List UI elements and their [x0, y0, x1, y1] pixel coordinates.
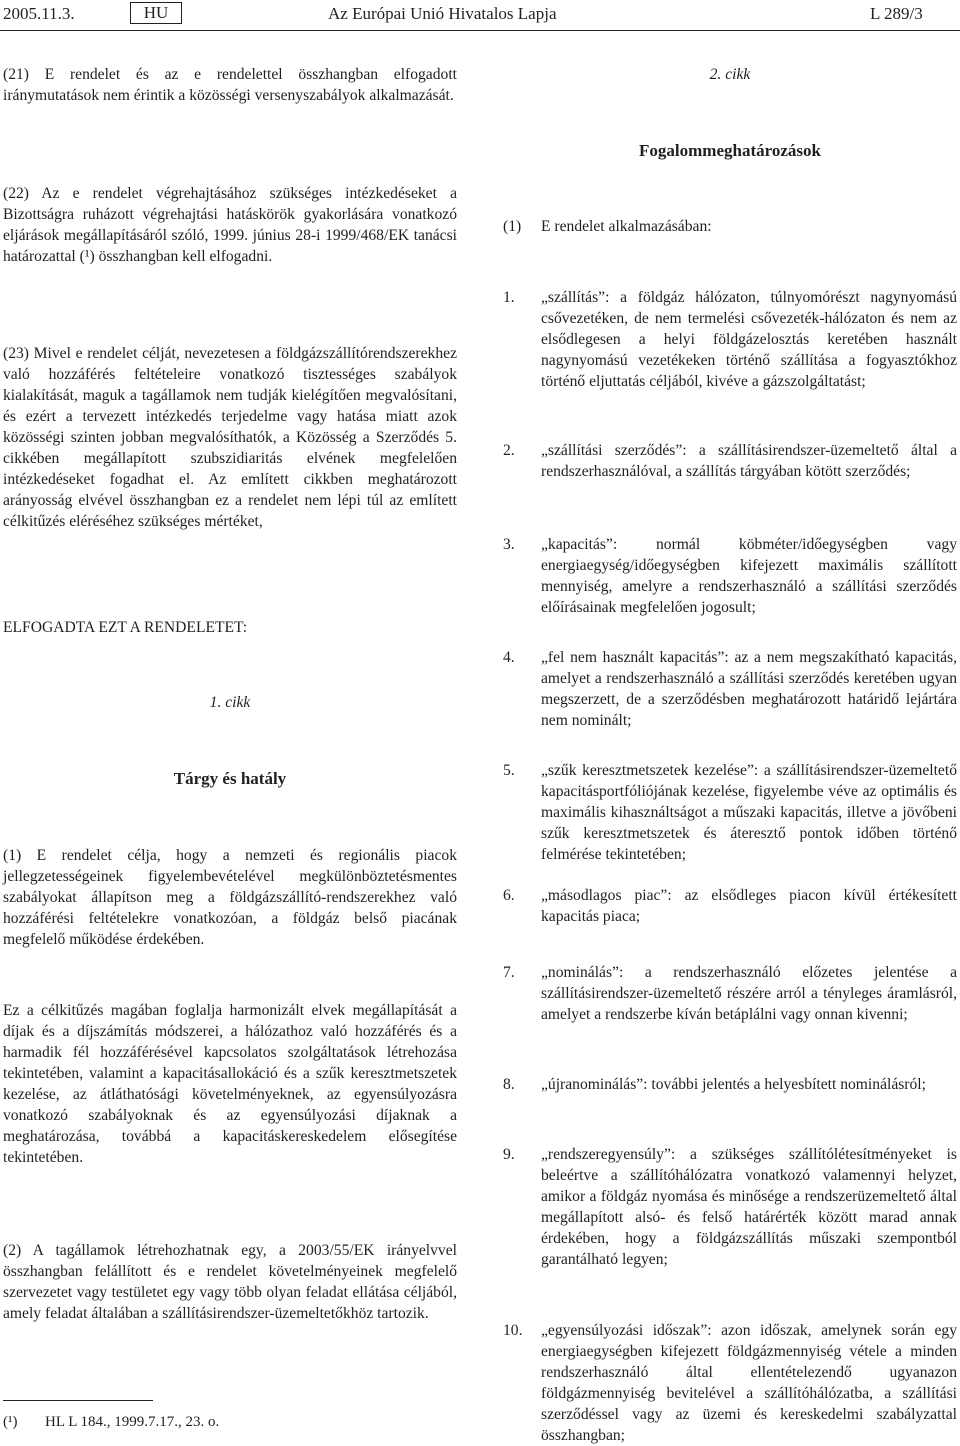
- header-date: 2005.11.3.: [3, 4, 75, 23]
- definition-number: 8.: [503, 1076, 515, 1093]
- definition-text: „másodlagos piac”: az elsődleges piacon kívül értékesített kapacitás piaca;: [541, 887, 957, 925]
- article-1-paragraph-2: (2) A tagállamok létrehozhatnak egy, a 2003/55/EK irányelvvel összhangban felállított és e rendelet követelményeinek megfelelő szervezetet vagy testületet egy vagy több olyan feladat ellátása céljából, amely feladat általában a szállításirendszer-üzemeltetőkhöz tartozik.: [3, 1242, 457, 1322]
- definition-item: [503, 885, 957, 927]
- definition-number: 1.: [503, 289, 515, 306]
- journal-title: Az Európai Unió Hivatalos Lapja: [328, 4, 557, 23]
- article-2-title: Fogalommeghatározások: [639, 141, 821, 160]
- definition-number: 4.: [503, 649, 515, 666]
- definition-item: [503, 440, 957, 482]
- definition-number: 3.: [503, 536, 515, 553]
- article-2-label: 2. cikk: [709, 66, 751, 83]
- definition-text: „szállítási szerződés”: a szállításirendszer-üzemeltető által a rendszerhasználóval, a szállítás tárgyában kötött szerződés;: [541, 442, 957, 480]
- definition-text: „kapacitás”: normál köbméter/időegységben vagy energiaegység/időegységben kifejezett maximális szállított mennyiség, amelyre a rendszerhasználó a szállítási szerződés előírásainak megfelelően jogosult;: [541, 536, 957, 616]
- language-box: HU: [130, 2, 182, 24]
- adopted-statement: ELFOGADTA EZT A RENDELETET:: [3, 619, 248, 636]
- header-divider: [0, 30, 960, 31]
- definition-item: [503, 760, 957, 865]
- definition-item: [503, 534, 957, 618]
- footnote-text: HL L 184., 1999.7.17., 23. o.: [45, 1414, 220, 1430]
- intro-text: E rendelet alkalmazásában:: [541, 218, 712, 235]
- footnote: [3, 1412, 219, 1432]
- page-number: L 289/3: [870, 4, 923, 23]
- article-2-intro: [503, 216, 957, 237]
- recital-22: (22) Az e rendelet végrehajtásához szükséges intézkedéseket a Bizottságra ruházott végrehajtási hatáskörök gyakorlására vonatkozó eljárások megállapításáról szóló, 1999. június 28-i 1999/468/EK tanácsi határozattal (¹) összhangban kell elfogadni.: [3, 185, 457, 265]
- intro-number: (1): [503, 218, 522, 235]
- article-1-paragraph-1-cont: Ez a célkitűzés magában foglalja harmonizált elvek megállapítását a díjak és a díjszámítás módszerei, a hálózathoz való hozzáférés és a harmadik fél hozzáférésével kapcsolatos szolgáltatások létrehozása tekintetében, valamint a kapacitásallokáció és a szűk keresztmetszetek kezelése, az átláthatósági követelményeknek, az egyensúlyozásra vonatkozó szabályoknak és az egyensúlyozási díjaknak a meghatározása, továbbá a kapacitáskereskedelem elősegítése tekintetében.: [3, 1002, 457, 1166]
- footnote-divider: [3, 1400, 153, 1401]
- definition-text: „nominálás”: a rendszerhasználó előzetes jelentése a szállításirendszer-üzemeltető részére arról a tényleges áramlásról, amelyet a rendszerbe kíván betáplálni vagy onnan kivenni;: [541, 964, 957, 1023]
- article-1-label: 1. cikk: [209, 694, 251, 711]
- definition-item: [503, 962, 957, 1025]
- recital-23: (23) Mivel e rendelet célját, nevezetesen a földgázszállítórendszerekhez való hozzáférés feltételeire vonatkozó tisztességes szabályok kialakítását, maguk a tagállamok nem tudják kielégítően megvalósítani, és ezért a tervezett intézkedés terjedelme vagy hatása miatt azok közösségi szinten jobban megvalósíthatók, a Közösség a Szerződés 5. cikkében megállapított szubszidiaritás elvének megfelelően intézkedéseket fogadhat el. Az említett cikkben meghatározott arányosság elvével összhangban ez a rendelet nem lépi túl az említett célkitűzés eléréséhez szükséges mértéket,: [3, 345, 457, 530]
- definition-item: [503, 1144, 957, 1270]
- definition-text: „szűk keresztmetszetek kezelése”: a szállításirendszer-üzemeltető kapacitásportfóliójának kezelése, figyelembe véve az optimális és maximális kihasználtságot a műszaki kapacitás, illetve a jövőbeni szűk keresztmetszetek és áteresztő pontok időben történő felmérése tekintetében;: [541, 762, 957, 863]
- definition-number: 2.: [503, 442, 515, 459]
- definition-number: 10.: [503, 1322, 523, 1339]
- definition-number: 7.: [503, 964, 515, 981]
- definition-item: [503, 287, 957, 392]
- definition-number: 6.: [503, 887, 515, 904]
- recital-21: (21) E rendelet és az e rendelettel összhangban elfogadott iránymutatások nem érintik a közösségi versenyszabályok alkalmazását.: [3, 66, 457, 104]
- definition-text: „rendszeregyensúly”: a szükséges szállítólétesítményeket is beleértve a szállítóhálózatra vonatkozó valamennyi helyzet, amikor a földgáz nyomása és minősége a rendszerüzemeltető által megállapított alsó- és felső határérték között marad annak érdekében, hogy a földgázszállítás műszaki szempontból garantálható legyen;: [541, 1146, 957, 1268]
- page-header: [0, 0, 960, 30]
- definition-text: „egyensúlyozási időszak”: azon időszak, amelynek során egy energiaegységben kifejezett földgázmennyiség vétele a minden rendszerhasználó által ellentételezendő ugyanazon földgázmennyiség bevitelével a szállítóhálózatba, a szállítási szerződéssel vagy az üzemi és kereskedelmi szabályzattal összhangban;: [541, 1322, 957, 1444]
- definition-item: [503, 647, 957, 731]
- definition-text: „újranominálás”: további jelentés a helyesbített nominálásról;: [541, 1076, 926, 1093]
- definition-item: [503, 1074, 957, 1095]
- article-1-paragraph-1: (1) E rendelet célja, hogy a nemzeti és regionális piacok jellegzetességeinek figyelembevételével megkülönböztetésmentes szabályokat állapítson meg a földgázszállító-rendszerekhez való hozzáférési feltételekre vonatkozóan, a földgáz belső piacának megfelelő működése érdekében.: [3, 847, 457, 948]
- definition-text: „fel nem használt kapacitás”: az a nem megszakítható kapacitás, amelyet a rendszerhasználó a szállítási szerződés keretében ugyan megszerzett, de a szerződésben meghatározott határidő lejártára nem nominált;: [541, 649, 957, 729]
- definition-text: „szállítás”: a földgáz hálózaton, túlnyomórészt nagynyomású csővezetéken, de nem termelési csővezeték-hálózaton és nem az elsődlegesen a helyi földgázelosztás keretében használt nagynyomású vezetékeken történő szállítása a fogyasztókhoz történő eljuttatás céljából, kivéve a gázszolgáltatást;: [541, 289, 957, 390]
- definition-number: 5.: [503, 762, 515, 779]
- definition-item: [503, 1320, 957, 1446]
- definition-number: 9.: [503, 1146, 515, 1163]
- footnote-mark: (¹): [3, 1414, 18, 1430]
- article-1-title: Tárgy és hatály: [173, 769, 287, 788]
